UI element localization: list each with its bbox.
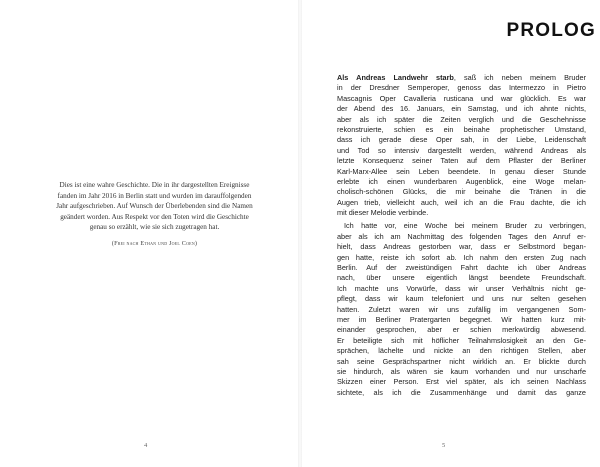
body-line: gen hatte, reiste ich sofort ab. Ich nahm den ersten Zug nach (337, 252, 586, 262)
body-line: Mascagnis Oper Cavalleria rusticana und war glücklich. Es war (337, 93, 586, 103)
body-line: aber als ich später die Zeiten verglich und die Geschehnisse (337, 114, 586, 124)
lead-in: Als Andreas Landwehr starb (337, 73, 454, 82)
body-line: Ich machte uns Vorwürfe, dass wir unser Verhältnis nicht ge- (337, 283, 586, 293)
body-line: nach, über unsere eigentlich längst beendete Freundschaft. (337, 273, 586, 283)
body-line: Berlin. Auf der zweistündigen Fahrt dachte ich über Andreas (337, 263, 586, 273)
body-line: einander gesprochen, aber er schien merkwürdig abwesend. (337, 325, 586, 335)
body-line: sprächen, lächelte und nickte an den richtigen Stellen, aber (337, 346, 586, 356)
body-line: cholisch-schönen Glücks, die mir beinahe die Tränen in die (337, 187, 586, 197)
right-page (302, 0, 600, 467)
body-line: sie hindurch, als wären sie kaum vorhanden und nur unscharfe (337, 366, 586, 376)
body-line: Augen trieb, vielleicht auch, weil ich an die Frau dachte, die ich (337, 197, 586, 207)
body-line-text: , saß ich neben meinem Bruder (453, 73, 586, 82)
body-line: erlebte ich einen wunderbaren Augenblick, eine Woge melan- (337, 176, 586, 186)
body-line: sichtete, als ich die Zusammenhänge und damit das ganze (337, 387, 586, 397)
body-line: Ich hatte vor, eine Woche bei meinem Bruder zu verbringen, (344, 221, 586, 231)
chapter-title: PROLOG (506, 20, 596, 41)
chapter-body (337, 73, 586, 398)
body-line: in der Dresdner Semperoper, genoss das Intermezzo in Pietro (337, 83, 586, 93)
body-line (337, 73, 586, 83)
body-line: Karl-Marx-Allee sein Leben beendete. In genau dieser Stunde (337, 166, 586, 176)
body-line: dass ich gerade diese Oper sah, in der Liebe, Leidenschaft (337, 135, 586, 145)
body-line: hatten. Zuletzt waren wir uns zufällig im vergangenen Som- (337, 304, 586, 314)
epigraph-credit: (Frei nach Ethan und Joel Coen) (111, 240, 198, 247)
epigraph-line: geändert worden. Aus Respekt vor den Toten wird die Geschichte (60, 212, 249, 221)
page-number-left: 4 (144, 442, 148, 449)
epigraph-line: fanden im Jahr 2016 in Berlin statt und wurden im darauffolgenden (57, 191, 252, 200)
epigraph-line: Dies ist eine wahre Geschichte. Die in ihr dargestellten Ereignisse (59, 181, 250, 189)
body-line: letzte Konsequenz seiner Taten auf dem Pflaster der Berliner (337, 156, 586, 166)
body-line: rekonstruierte, schien es ein beinahe prophetischer Umstand, (337, 124, 586, 134)
body-line: aber als ich am Nachmittag des folgenden Tages den Anruf er- (337, 231, 586, 241)
epigraph-line: genau so erzählt, wie sie sich zugetragen hat. (89, 223, 220, 232)
epigraph-line: Jahr aufgeschrieben. Auf Wunsch der Überlebenden sind die Namen (56, 202, 253, 211)
body-line: hielt, dass Andreas gestorben war, dass er Selbstmord began- (337, 242, 586, 252)
page-number-right: 5 (442, 442, 446, 449)
body-line: Er beteiligte sich mit höflicher Teilnahmslosigkeit an den Ge- (337, 335, 586, 345)
body-line: sah seine Gesprächspartner nicht wirklich an. Er blickte durch (337, 356, 586, 366)
body-line: und Tod so intensiv dargestellt werden, während Andreas als (337, 145, 586, 155)
body-line: mer im Berliner Pratergarten begegnet. Wir hatten kurz mit- (337, 314, 586, 324)
left-page (0, 0, 298, 467)
body-line: der Abend des 16. Januars, ein Samstag, und ich ahnte nichts, (337, 104, 586, 114)
body-line: pflegt, dass wir kaum telefoniert und uns nur selten gesehen (337, 294, 586, 304)
epigraph (52, 180, 257, 233)
body-line: Skizzen einer Person. Erst viel später, als ich seinen Nachlass (337, 377, 586, 387)
body-line: mit dieser Melodie verbinde. (337, 208, 429, 218)
